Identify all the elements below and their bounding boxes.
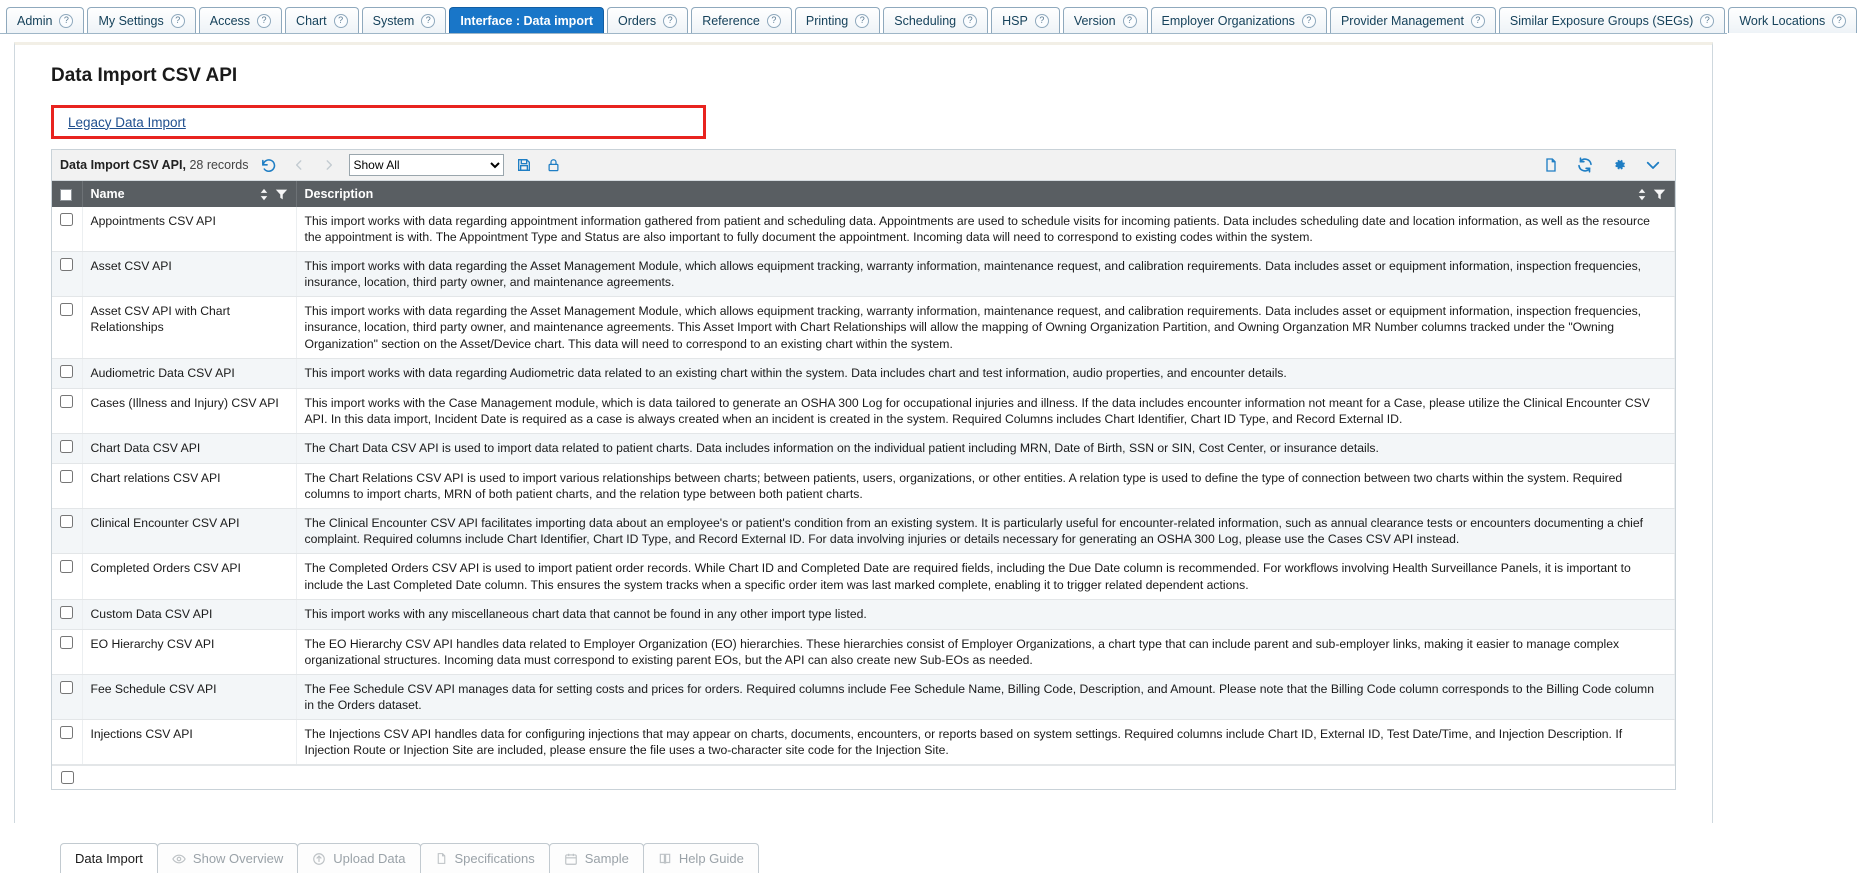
row-name: Fee Schedule CSV API <box>82 674 296 719</box>
main-tab-version[interactable] <box>1063 7 1148 33</box>
bottom-tab-specifications[interactable] <box>420 843 550 873</box>
row-select-cell <box>52 252 82 297</box>
help-icon[interactable]: ? <box>963 14 977 28</box>
row-select-cell <box>52 207 82 252</box>
table-row[interactable] <box>52 358 1675 388</box>
legacy-data-import-link[interactable]: Legacy Data Import <box>68 114 186 130</box>
table-row[interactable] <box>52 207 1675 252</box>
sort-icon[interactable] <box>259 188 269 201</box>
select-all-header <box>52 181 82 207</box>
main-tab-label: Scheduling <box>894 13 957 28</box>
main-tab-reference[interactable] <box>691 7 792 33</box>
row-description: This import works with data regarding the Asset Management Module, which allows equipment tracking, warranty information, maintenance request, and calibration requirements. Data includes asset or equipment information, inspection frequencies, insurance, location, third party owner, and maintenance agreements. This Asset Import with Chart Relationships will allow the mapping of Owning Organization Partition, and Owning Organzation MR Number columns tracked under the "Owning Organization" section on the Asset/Device chart. This data will need to correspond to an existing chart within the system. <box>296 297 1675 358</box>
table-row[interactable] <box>52 464 1675 509</box>
row-select-cell <box>52 509 82 554</box>
main-tab-label: Interface : Data import <box>460 13 593 28</box>
row-select-cell <box>52 629 82 674</box>
table-header <box>52 181 1675 207</box>
help-icon[interactable]: ? <box>1123 14 1137 28</box>
help-icon[interactable]: ? <box>1471 14 1485 28</box>
row-name: Chart relations CSV API <box>82 464 296 509</box>
help-icon[interactable]: ? <box>663 14 677 28</box>
page-container <box>14 42 1713 873</box>
main-tab-chart[interactable] <box>285 7 359 33</box>
book-icon <box>658 852 672 866</box>
row-checkbox[interactable] <box>60 606 73 619</box>
grid-title: Data Import CSV API, <box>60 158 186 172</box>
column-header-name-label: Name <box>90 187 125 201</box>
undo-icon[interactable] <box>259 155 279 175</box>
new-row-strip <box>52 765 1675 789</box>
row-checkbox[interactable] <box>60 213 73 226</box>
help-icon[interactable]: ? <box>334 14 348 28</box>
eye-icon <box>172 852 186 866</box>
main-tab-my-settings[interactable] <box>87 7 195 33</box>
row-select-cell <box>52 554 82 599</box>
row-description: The Chart Data CSV API is used to import data related to patient charts. Data includes information on the individual patient including MRN, Date of Birth, SSN or SIN, Cost Center, or insurance details. <box>296 433 1675 463</box>
row-description: The Injections CSV API handles data for configuring injections that may appear on charts, documents, encounters, or reports based on system settings. Required columns include Chart ID, External ID, Test Date/Time, and Injection Description. If Injection Route or Injection Site are included, please ensure the file uses a two-character site code for the Injection Site. <box>296 720 1675 765</box>
document-icon <box>435 851 448 866</box>
new-document-icon[interactable] <box>1541 155 1561 175</box>
page-title: Data Import CSV API <box>51 65 238 86</box>
help-icon[interactable]: ? <box>767 14 781 28</box>
row-checkbox[interactable] <box>60 303 73 316</box>
help-icon[interactable]: ? <box>171 14 185 28</box>
bottom-tab-sample[interactable] <box>549 843 644 873</box>
row-name: Clinical Encounter CSV API <box>82 509 296 554</box>
main-tab-admin[interactable] <box>6 7 84 33</box>
bottom-tab-label: Help Guide <box>678 851 744 866</box>
main-tab-system[interactable] <box>362 7 447 33</box>
row-select-cell <box>52 358 82 388</box>
bottom-tab-label: Data Import <box>75 851 143 866</box>
save-icon[interactable] <box>514 155 534 175</box>
bottom-tab-upload-data[interactable] <box>297 843 420 873</box>
row-checkbox[interactable] <box>60 560 73 573</box>
select-all-checkbox[interactable] <box>60 189 72 201</box>
column-header-description[interactable] <box>296 181 1675 207</box>
row-select-cell <box>52 433 82 463</box>
sort-icon[interactable] <box>1637 188 1647 201</box>
row-select-cell <box>52 720 82 765</box>
table-row[interactable] <box>52 599 1675 629</box>
table-row[interactable] <box>52 252 1675 297</box>
table-row[interactable] <box>52 509 1675 554</box>
data-import-table <box>52 181 1675 765</box>
row-select-cell <box>52 297 82 358</box>
row-description: The Clinical Encounter CSV API facilitates importing data about an employee's or patient's condition from an existing system. It is particularly useful for encounter-related information, such as annual clearance tests or encounters documenting a chief complaint. Required columns include Chart Identifier, Chart ID Type, and Record External ID. For data involving injuries or details necessary for generating an OSHA 300 Log, please use the Cases CSV API instead. <box>296 509 1675 554</box>
bottom-tab-data-import[interactable] <box>60 843 158 873</box>
column-header-name[interactable] <box>82 181 296 207</box>
main-tab-label: System <box>372 13 415 28</box>
main-tab-label: Orders <box>617 13 657 28</box>
column-header-description-label: Description <box>304 187 374 201</box>
table-row[interactable] <box>52 629 1675 674</box>
table-row[interactable] <box>52 388 1675 433</box>
row-select-cell <box>52 674 82 719</box>
row-description: The Completed Orders CSV API is used to import patient order records. While Chart ID and Completed Date are required fields, including the Due Date column is recommended. For workflows involving Health Surveillance Panels, it is important to include the Last Completed Date column. This ensures the system tracks when a specific order item was last marked complete, enabling it to trigger related dependent actions. <box>296 554 1675 599</box>
bottom-tab-label: Show Overview <box>192 851 284 866</box>
table-row[interactable] <box>52 433 1675 463</box>
row-select-cell <box>52 464 82 509</box>
row-checkbox[interactable] <box>60 365 73 378</box>
chevron-down-icon[interactable] <box>1643 155 1663 175</box>
row-checkbox[interactable] <box>60 395 73 408</box>
filter-select[interactable] <box>349 154 504 176</box>
row-select-cell <box>52 599 82 629</box>
help-icon[interactable]: ? <box>855 14 869 28</box>
row-name: Audiometric Data CSV API <box>82 358 296 388</box>
prev-icon[interactable] <box>289 155 309 175</box>
row-checkbox[interactable] <box>60 258 73 271</box>
row-name: Asset CSV API <box>82 252 296 297</box>
main-tab-scheduling[interactable] <box>883 7 988 33</box>
grid-title-group <box>60 158 249 172</box>
gear-icon[interactable] <box>1609 155 1629 175</box>
reload-icon[interactable] <box>1575 155 1595 175</box>
main-tab-label: Admin <box>17 13 53 28</box>
row-name: Completed Orders CSV API <box>82 554 296 599</box>
row-select-cell <box>52 388 82 433</box>
row-description: This import works with any miscellaneous chart data that cannot be found in any other import type listed. <box>296 599 1675 629</box>
row-checkbox[interactable] <box>60 636 73 649</box>
help-icon[interactable]: ? <box>421 14 435 28</box>
help-icon[interactable]: ? <box>257 14 271 28</box>
row-checkbox[interactable] <box>60 515 73 528</box>
grid-record-count: 28 records <box>189 158 249 172</box>
filter-icon[interactable] <box>1653 188 1666 201</box>
main-tab-label: My Settings <box>98 13 164 28</box>
row-name: Chart Data CSV API <box>82 433 296 463</box>
table-row[interactable] <box>52 297 1675 358</box>
main-tab-label: HSP <box>1002 13 1028 28</box>
upload-icon <box>312 852 326 866</box>
main-tab-label: Work Locations <box>1739 13 1826 28</box>
main-tab-label: Chart <box>296 13 327 28</box>
row-checkbox[interactable] <box>60 681 73 694</box>
new-row-checkbox[interactable] <box>61 771 74 784</box>
row-name: Appointments CSV API <box>82 207 296 252</box>
main-tab-printing[interactable] <box>795 7 880 33</box>
help-icon[interactable]: ? <box>1700 14 1714 28</box>
row-name: Custom Data CSV API <box>82 599 296 629</box>
table-body <box>52 207 1675 765</box>
data-grid <box>51 149 1676 790</box>
main-tab-work-locations[interactable] <box>1728 7 1857 33</box>
main-tab-label: Access <box>209 13 251 28</box>
main-tab-bar <box>0 0 1842 34</box>
next-icon[interactable] <box>319 155 339 175</box>
row-checkbox[interactable] <box>60 726 73 739</box>
row-description: This import works with data regarding the Asset Management Module, which allows equipment tracking, warranty information, maintenance request, and calibration requirements. Data includes asset or equipment information, inspection frequencies, insurance, location, third party owner, and maintenance agreements. <box>296 252 1675 297</box>
main-tab-label: Printing <box>805 13 849 28</box>
bottom-tab-label: Sample <box>584 851 629 866</box>
main-tab-label: Employer Organizations <box>1161 13 1295 28</box>
table-row[interactable] <box>52 720 1675 765</box>
main-tab-orders[interactable] <box>607 7 688 33</box>
help-icon[interactable]: ? <box>59 14 73 28</box>
main-tab-employer-organizations[interactable] <box>1151 7 1327 33</box>
help-icon[interactable]: ? <box>1302 14 1316 28</box>
help-icon[interactable]: ? <box>1035 14 1049 28</box>
lock-icon[interactable] <box>544 155 564 175</box>
main-tab-label: Version <box>1073 13 1116 28</box>
row-description: The Chart Relations CSV API is used to import various relationships between charts; between patients, users, organizations, or other entities. A relation type is used to define the type of connection between two charts within the system. Required columns to import charts, MRN of both patient charts, and the relation type between both patient charts. <box>296 464 1675 509</box>
main-tab-label: Provider Management <box>1340 13 1464 28</box>
bottom-tab-help-guide[interactable] <box>643 843 759 873</box>
grid-toolbar <box>52 150 1675 181</box>
bottom-tab-label: Upload Data <box>333 851 406 866</box>
main-tab-interface-data-import[interactable] <box>449 7 604 33</box>
main-tab-provider-management[interactable] <box>1330 7 1496 33</box>
main-tab-label: Reference <box>702 13 760 28</box>
calendar-icon <box>564 852 578 866</box>
main-tab-access[interactable] <box>199 7 282 33</box>
row-description: This import works with data regarding appointment information gathered from patient and scheduling data. Appointments are used to schedule visits for incoming patients. Data includes scheduling date and location information, as well as the resource the appointment is with. The Appointment Type and Status are also important to fully document the appointment. Incoming data will need to correspond to existing codes within the system. <box>296 207 1675 252</box>
row-name: EO Hierarchy CSV API <box>82 629 296 674</box>
grid-toolbar-right <box>1541 155 1667 175</box>
row-name: Injections CSV API <box>82 720 296 765</box>
table-row[interactable] <box>52 554 1675 599</box>
row-description: This import works with data regarding Audiometric data related to an existing chart within the system. Data includes chart and test information, audio properties, and encounter details. <box>296 358 1675 388</box>
row-checkbox[interactable] <box>60 470 73 483</box>
main-tab-hsp[interactable] <box>991 7 1060 33</box>
bottom-tab-label: Specifications <box>454 851 535 866</box>
legacy-data-import-highlight <box>51 105 706 139</box>
row-checkbox[interactable] <box>60 440 73 453</box>
main-tab-similar-exposure-groups-segs[interactable] <box>1499 7 1725 33</box>
bottom-tab-bar <box>0 823 1727 873</box>
row-description: The Fee Schedule CSV API manages data for setting costs and prices for orders. Required columns include Fee Schedule Name, Billing Code, Description, and Amount. Please note that the Billing Code column corresponds to the Billing Code column in the Orders dataset. <box>296 674 1675 719</box>
filter-icon[interactable] <box>275 188 288 201</box>
help-icon[interactable]: ? <box>1832 14 1846 28</box>
table-row[interactable] <box>52 674 1675 719</box>
row-description: The EO Hierarchy CSV API handles data related to Employer Organization (EO) hierarchies. These hierarchies consist of Employer Organizations, a chart type that can include parent and sub-employer links, making it easier to manage complex organizational structures. Incoming data must correspond to existing parent EOs, but the API can also create new Sub-EOs as needed. <box>296 629 1675 674</box>
row-description: This import works with the Case Management module, which is data tailored to generate an OSHA 300 Log for occupational injuries and illness. If the data includes encounter information not meant for a Case, please utilize the Clinical Encounter CSV API. In this data import, Incident Date is required as a case is always created when an incident is created in the system. Required Columns includes Chart Identifier, Chart ID Type, and Record External ID. <box>296 388 1675 433</box>
main-tab-label: Similar Exposure Groups (SEGs) <box>1509 13 1694 28</box>
row-name: Cases (Illness and Injury) CSV API <box>82 388 296 433</box>
bottom-tab-show-overview[interactable] <box>157 843 298 873</box>
row-name: Asset CSV API with Chart Relationships <box>82 297 296 358</box>
